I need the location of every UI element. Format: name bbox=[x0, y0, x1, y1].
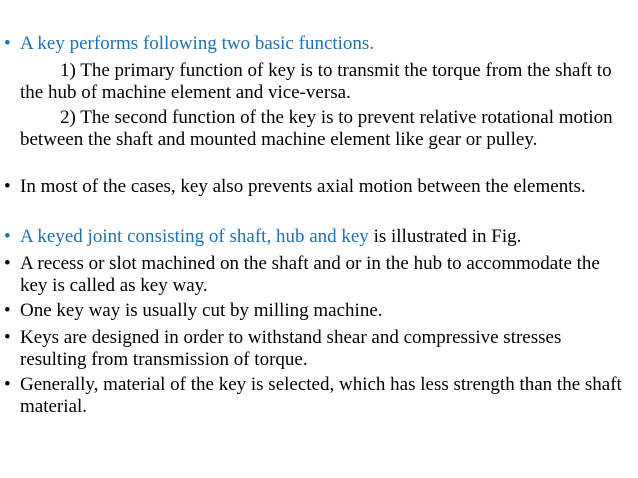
bullet-marker: • bbox=[4, 226, 11, 247]
keyed-joint-highlight: A keyed joint consisting of shaft, hub and key bbox=[20, 226, 369, 247]
sub-item-primary-function bbox=[0, 60, 630, 104]
bullet-marker: • bbox=[4, 374, 11, 395]
sub-item-text: 1) The primary function of key is to transmit the torque from the shaft to the hub of machine element and vice-versa. bbox=[20, 60, 612, 103]
bullet-text: Keys are designed in order to withstand shear and compressive stresses resulting from transmission of torque. bbox=[20, 327, 562, 370]
bullet-marker: • bbox=[4, 253, 11, 274]
bullet-marker: • bbox=[4, 327, 11, 348]
bullet-text bbox=[0, 226, 630, 248]
sub-item-text: 2) The second function of the key is to prevent relative rotational motion between the shaft and mounted machine element like gear or pulley. bbox=[20, 107, 613, 150]
bullet-marker: • bbox=[4, 300, 11, 321]
bullet-marker: • bbox=[4, 176, 11, 197]
bullet-item-key-functions bbox=[0, 33, 630, 55]
bullet-text: A recess or slot machined on the shaft and or in the hub to accommodate the key is called as key way. bbox=[20, 253, 600, 296]
bullet-text: One key way is usually cut by milling machine. bbox=[20, 300, 383, 321]
bullet-text: A key performs following two basic functions. bbox=[20, 33, 375, 54]
bullet-item-milling bbox=[0, 300, 630, 322]
bullet-text: In most of the cases, key also prevents axial motion between the elements. bbox=[20, 176, 586, 197]
bullet-item-key-way bbox=[0, 253, 630, 297]
sub-item-second-function bbox=[0, 107, 630, 151]
bullet-item-keyed-joint bbox=[0, 226, 630, 248]
keyed-joint-rest: is illustrated in Fig. bbox=[368, 226, 522, 247]
bullet-text: Generally, material of the key is selected, which has less strength than the shaft material. bbox=[20, 374, 622, 417]
bullet-marker: • bbox=[4, 33, 11, 54]
bullet-item-stresses bbox=[0, 327, 630, 371]
bullet-item-material bbox=[0, 374, 630, 418]
bullet-item-axial-motion bbox=[0, 176, 630, 198]
